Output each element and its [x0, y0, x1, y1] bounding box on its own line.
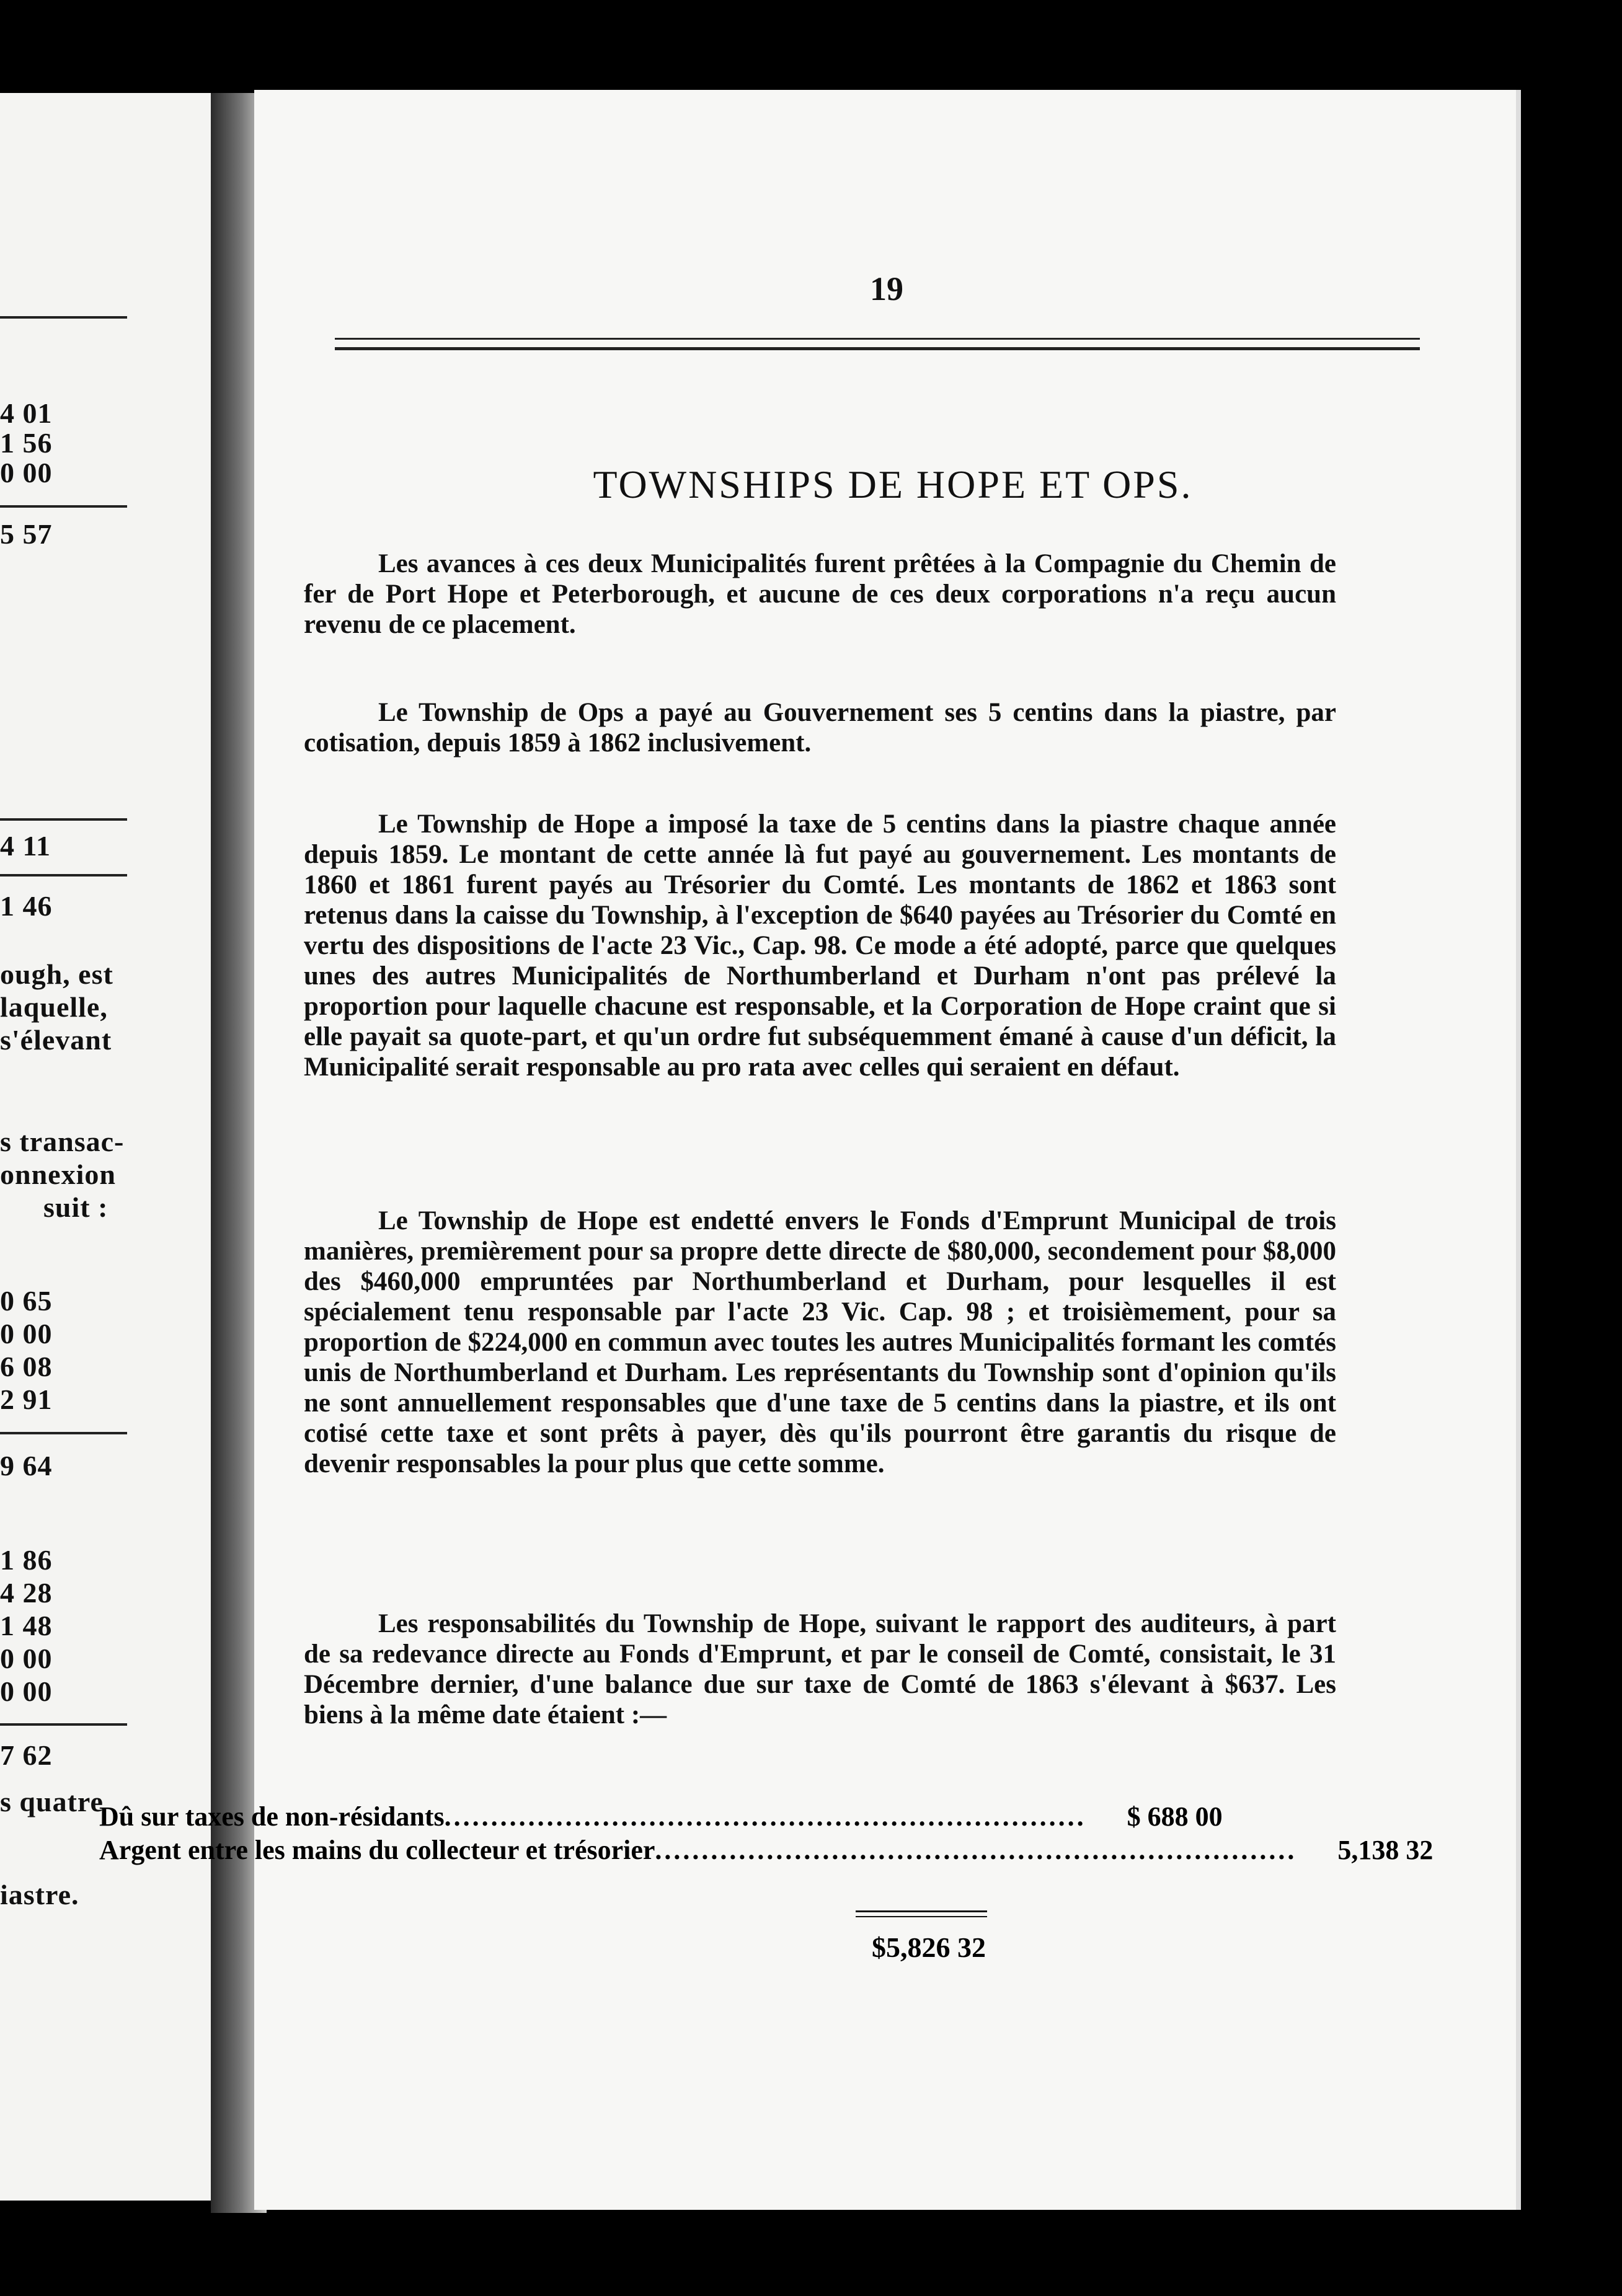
left-page-fragment: laquelle, — [0, 991, 108, 1023]
left-page-fragment: iastre. — [0, 1879, 79, 1910]
left-page-fragment: 5 57 — [0, 518, 53, 550]
totals-row-amount: $ 688 00 — [1127, 1801, 1223, 1832]
left-page-fragment: 6 08 — [0, 1351, 53, 1382]
totals-row — [99, 1834, 1434, 1868]
left-page-fragment: onnexion — [0, 1159, 116, 1190]
left-page-rule — [0, 818, 127, 821]
left-page-rule — [0, 1432, 127, 1434]
total-rule — [856, 1910, 987, 1917]
left-page-fragment: 9 64 — [0, 1450, 53, 1481]
left-page-fragment: s'élevant — [0, 1024, 112, 1056]
left-page-fragment: 0 00 — [0, 1676, 53, 1707]
left-page-fragment: suit : — [43, 1191, 109, 1223]
paragraph: Les avances à ces deux Municipalités furent prêtées à la Compagnie du Chemin de fer de Port Hope et Peterborough, et aucune de ces deux corporations n'a reçu aucun revenu de ce placement. — [304, 549, 1336, 639]
paragraph: Le Township de Hope est endetté envers le Fonds d'Emprunt Municipal de trois manières, premièrement pour sa propre dette directe de $80,000, secondement pour $8,000 des $460,000 empruntées par Northumberland et Durham, pour lesquelles il est spécialement tenu responsable par l'acte 23 Vic. Cap. 98 ; et troisièmement, pour sa proportion de $224,000 en commun avec toutes les autres Municipalités formant les comtés unis de Northumberland et Durham. Les représentants du Township sont d'opinion qu'ils ne sont annuellement responsables que d'une taxe de 5 centins dans la piastre, et ils ont cotisé cette taxe et sont prêts à payer, dès qu'ils pourront être garantis du risque de devenir responsables la pour plus que cette somme. — [304, 1206, 1336, 1478]
left-page-fragment: s quatre — [0, 1786, 104, 1817]
left-page-fragment: 0 00 — [0, 457, 53, 488]
totals-row-label: Argent entre les mains du collecteur et trésorier — [99, 1835, 655, 1865]
left-page-fragment: 1 86 — [0, 1544, 53, 1576]
left-page-fragment: 1 56 — [0, 427, 53, 459]
left-page-fragment: 4 01 — [0, 397, 53, 429]
totals-table — [99, 1801, 1434, 1868]
paragraph: Les responsabilités du Township de Hope, suivant le rapport des auditeurs, à part de sa redevance directe au Fonds d'Emprunt, et par le conseil de Comté, consistait, le 31 Décembre dernier, d'une balance due sur taxe de Comté de 1863 s'élevant à $637. Les biens à la même date étaient :— — [304, 1609, 1336, 1729]
paragraph: Le Township de Ops a payé au Gouvernement ses 5 centins dans la piastre, par cotisation, depuis 1859 à 1862 inclusivement. — [304, 698, 1336, 757]
dot-leader: ..................................................................... — [655, 1835, 1297, 1865]
document-page — [254, 90, 1516, 2210]
left-page-fragment: 1 48 — [0, 1610, 53, 1641]
section-title: TOWNSHIPS DE HOPE ET OPS. — [593, 462, 1193, 506]
left-page-fragment: 4 11 — [0, 830, 51, 862]
totals-row — [99, 1801, 1223, 1834]
left-facing-page — [0, 93, 211, 2201]
left-page-fragment: ough, est — [0, 958, 113, 990]
left-page-fragment: s transac- — [0, 1126, 125, 1157]
left-page-fragment: 4 28 — [0, 1577, 53, 1609]
paragraph: Le Township de Hope a imposé la taxe de 5 centins dans la piastre chaque année depuis 1859. Le montant de cette année là fut payé au gouvernement. Les montants de 1860 et 1861 furent payés au Trésorier du Comté. Les montants de 1862 et 1863 sont retenus dans la caisse du Township, à l'exception de $640 payées au Trésorier du Comté en vertu des dispositions de l'acte 23 Vic., Cap. 98. Ce mode a été adopté, parce que quelques unes des autres Municipalités de Northumberland et Durham n'ont pas prélevé la proportion pour laquelle chacune est responsable, et la Corporation de Hope craint que si elle payait sa quote-part, et qu'un ordre fut subséquemment émané à cause d'un déficit, la Municipalité serait responsable au pro rata avec celles qui seraient en défaut. — [304, 810, 1336, 1082]
header-rule — [335, 338, 1420, 350]
page-number: 19 — [870, 270, 903, 307]
left-page-rule — [0, 316, 127, 319]
left-page-fragment: 0 00 — [0, 1643, 53, 1674]
left-page-fragment: 0 65 — [0, 1285, 53, 1317]
left-page-rule — [0, 1723, 127, 1726]
left-page-fragment: 2 91 — [0, 1384, 53, 1415]
totals-row-label: Dû sur taxes de non-résidants — [99, 1801, 445, 1832]
left-page-fragment: 7 62 — [0, 1739, 53, 1771]
totals-row-amount: 5,138 32 — [1337, 1835, 1434, 1865]
left-page-rule — [0, 874, 127, 876]
grand-total: $5,826 32 — [872, 1932, 986, 1963]
left-page-fragment: 1 46 — [0, 890, 53, 922]
dot-leader: ..................................................................... — [444, 1801, 1086, 1832]
left-page-fragment: 0 00 — [0, 1318, 53, 1349]
left-page-rule — [0, 505, 127, 508]
